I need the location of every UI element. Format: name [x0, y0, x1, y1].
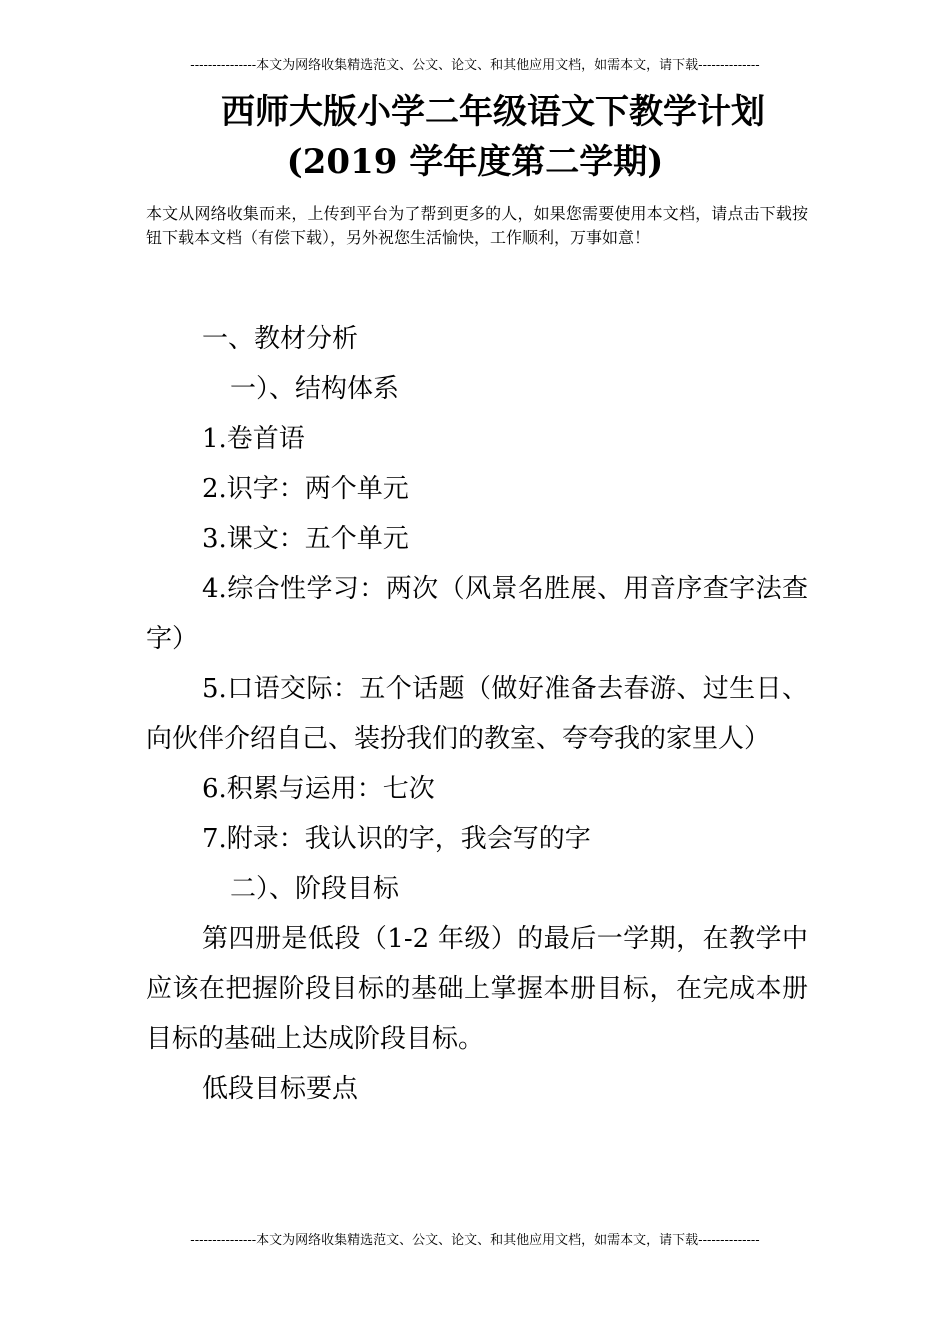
subsection-heading: 二）、阶段目标	[230, 874, 400, 904]
header-banner: ---------------本文为网络收集精选范文、公文、论文、和其他应用文档，如需本文，请下载--------------	[190, 58, 760, 73]
body-paragraph: 第四册是低段（1-2 年级）的最后一学期，在教学中应该在把握阶段目标的基础上掌握本册目标，在完成本册目标的基础上达成阶段目标。	[146, 924, 808, 1054]
document-subtitle: (2019 学年度第二学期)	[286, 142, 664, 182]
section-heading: 一、教材分析	[202, 324, 359, 354]
list-item: 6.积累与运用：七次	[202, 774, 435, 804]
list-item: 4.综合性学习：两次（风景名胜展、用音序查字法查字）	[146, 574, 808, 654]
document-body	[146, 314, 808, 1114]
list-item: 2.识字：两个单元	[202, 474, 409, 504]
list-item: 7.附录：我认识的字，我会写的字	[202, 824, 591, 854]
document-title: 西师大版小学二年级语文下教学计划	[221, 92, 765, 132]
body-paragraph: 低段目标要点	[202, 1074, 359, 1104]
subsection-heading: 一）、结构体系	[230, 374, 400, 404]
list-item: 1.卷首语	[202, 424, 305, 454]
footer-banner: ---------------本文为网络收集精选范文、公文、论文、和其他应用文档，如需本文，请下载--------------	[190, 1233, 760, 1248]
list-item: 5.口语交际：五个话题（做好准备去春游、过生日、向伙伴介绍自己、装扮我们的教室、夸夸我的家里人）	[146, 674, 808, 754]
intro-notice: 本文从网络收集而来，上传到平台为了帮到更多的人，如果您需要使用本文档，请点击下载按钮下载本文档（有偿下载），另外祝您生活愉快，工作顺利，万事如意！	[146, 204, 808, 247]
list-item: 3.课文：五个单元	[202, 524, 409, 554]
